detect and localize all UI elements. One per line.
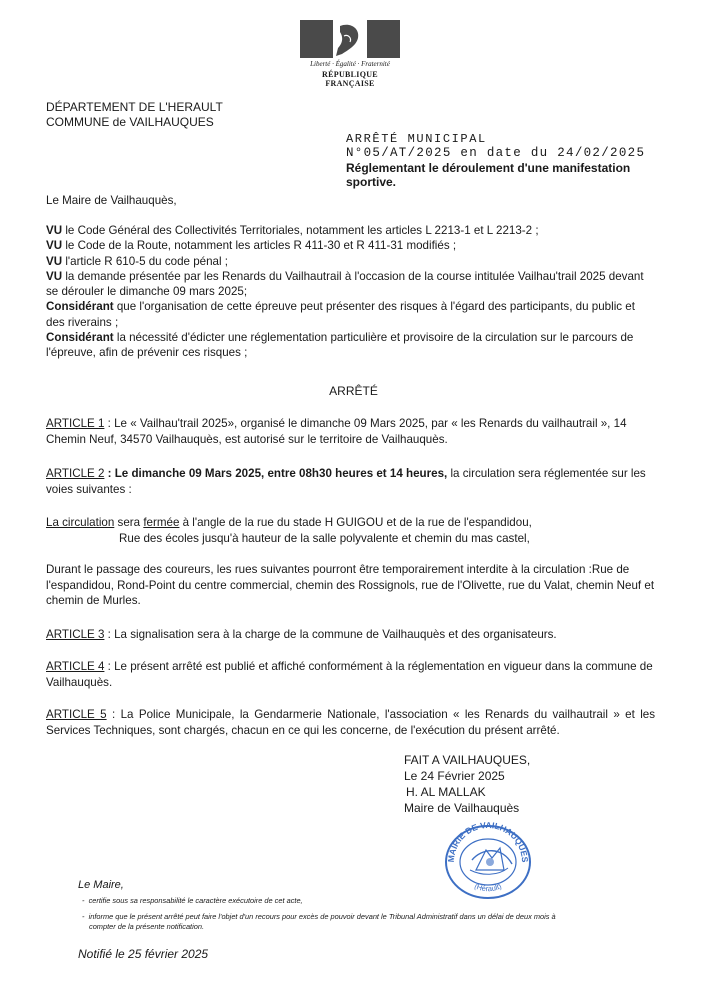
article-label: ARTICLE 3 [46, 628, 105, 641]
article-5: ARTICLE 5 : La Police Municipale, la Gendarmerie Nationale, l'association « les Renards du vailhautrail » et les Services Techniques, sont chargés, chacun en ce qui les concerne, de l'exécution du présent arrêté. [46, 708, 656, 737]
visa-item: VU la demande présentée par les Renards du Vailhautrail à l'occasion de la course intitulée Vailhau'trail 2025 devant se dérouler le dimanche 09 mars 2025; [46, 269, 644, 299]
signature-date: Le 24 Février 2025 [404, 769, 505, 783]
arrete-subject-line-1: Réglementant le déroulement d'une manifestation [346, 161, 631, 175]
mairie-stamp [442, 820, 534, 900]
republique-francaise-logo [300, 20, 400, 86]
article-label: ARTICLE 1 [46, 417, 105, 430]
commune-label: COMMUNE de VAILHAUQUES [46, 115, 214, 129]
stamp-top-text: MAIRIE DE VAILHAUQUES [445, 820, 531, 863]
signatory-role: Maire de Vailhauquès [404, 801, 520, 815]
considerant-item: Considérant la nécessité d'édicter une réglementation particulière et provisoire de la circulation sur le parcours de l'épreuve, afin de prévenir ces risques ; [46, 331, 634, 360]
footer-note-2: - informe que le présent arrêté peut faire l'objet d'un recours pour excès de pouvoir devant le Tribunal Administratif dans un délai de deux mois à [82, 912, 556, 921]
footer-notes [82, 896, 556, 932]
arrete-title: ARRÊTÉ MUNICIPAL [346, 132, 487, 146]
visas-list [46, 223, 655, 361]
signature-place: FAIT A VAILHAUQUES, [404, 753, 531, 767]
marianne-emblem [300, 20, 400, 58]
footer-note-1: - certifie sous sa responsabilité le caractère exécutoire de cet acte, [82, 896, 303, 905]
article-label: ARTICLE 4 [46, 660, 105, 673]
article-label: ARTICLE 2 [46, 467, 105, 480]
article-3: ARTICLE 3 : La signalisation sera à la charge de la commune de Vailhauquès et des organisateurs. [46, 628, 557, 641]
article-2: ARTICLE 2 : Le dimanche 09 Mars 2025, entre 08h30 heures et 14 heures, la circulation sera réglementée sur les voies suivantes : [46, 467, 646, 496]
signature-block [404, 752, 530, 816]
svg-text:MAIRIE DE VAILHAUQUES [446, 820, 530, 863]
intro-text: Le Maire de Vailhauquès, [46, 194, 177, 207]
considerant-item: Considérant que l'organisation de cette épreuve peut présenter des risques à l'égard des participants, du public et des riverains ; [46, 300, 635, 329]
article-label: ARTICLE 5 [46, 708, 107, 721]
notification-date: Notifié le 25 février 2025 [78, 947, 209, 961]
arrete-subject-line-2: sportive. [346, 175, 397, 189]
signatory-name: H. AL MALLAK [406, 785, 486, 799]
issuer-block [46, 100, 223, 130]
republique-francaise-label: RÉPUBLIQUE FRANÇAISE [322, 70, 378, 88]
stamp-bottom-text: (Hérault) [473, 881, 503, 894]
circulation-line-2: Rue des écoles jusqu'à hauteur de la salle polyvalente et chemin du mas castel, [119, 531, 530, 545]
footer-maire: Le Maire, [78, 879, 124, 891]
article-4: ARTICLE 4 : Le présent arrêté est publié et affiché conformément à la réglementation en vigueur dans la commune de Vailhauquès. [46, 660, 653, 689]
visa-item: VU le Code Général des Collectivités Territoriales, notamment les articles L 2213-1 et L 2213-2 ; [46, 224, 539, 237]
department-label: DÉPARTEMENT DE L'HERAULT [46, 100, 223, 114]
durant-paragraph: Durant le passage des coureurs, les rues suivantes pourront être temporairement interdite à la circulation :Rue de l'espandidou, Rond-Point du centre commercial, chemin des Rossignols, rue de l'Olivette, rue du Valat, chemin Neuf et chemin de Murles. [46, 563, 655, 607]
logo-motto: Liberté · Égalité · Fraternité [310, 60, 390, 68]
circulation-block: La circulation sera fermée à l'angle de la rue du stade H GUIGOU et de la rue de l'espandidou, Rue des écoles jusqu'à hauteur de la salle polyvalente et chemin du mas castel, [46, 515, 655, 546]
arrete-heading: ARRÊTÉ [329, 384, 378, 398]
arrete-reference-block [346, 132, 645, 189]
article-1: ARTICLE 1 : Le « Vailhau'trail 2025», organisé le dimanche 09 Mars 2025, par « les Renards du vailhautrail », 14 Chemin Neuf, 34570 Vailhauquès, est autorisé sur le territoire de Vailhauquès. [46, 417, 627, 446]
circulation-label: La circulation [46, 516, 115, 529]
footer-note-2-continued: compter de la présente notification. [89, 922, 205, 931]
svg-text:(Hérault) [473, 881, 503, 893]
arrete-number: N°05/AT/2025 en date du 24/02/2025 [346, 146, 646, 160]
visa-item: VU le Code de la Route, notamment les articles R 411-30 et R 411-31 modifiés ; [46, 239, 457, 253]
visa-item: VU l'article R 610-5 du code pénal ; [46, 254, 229, 268]
